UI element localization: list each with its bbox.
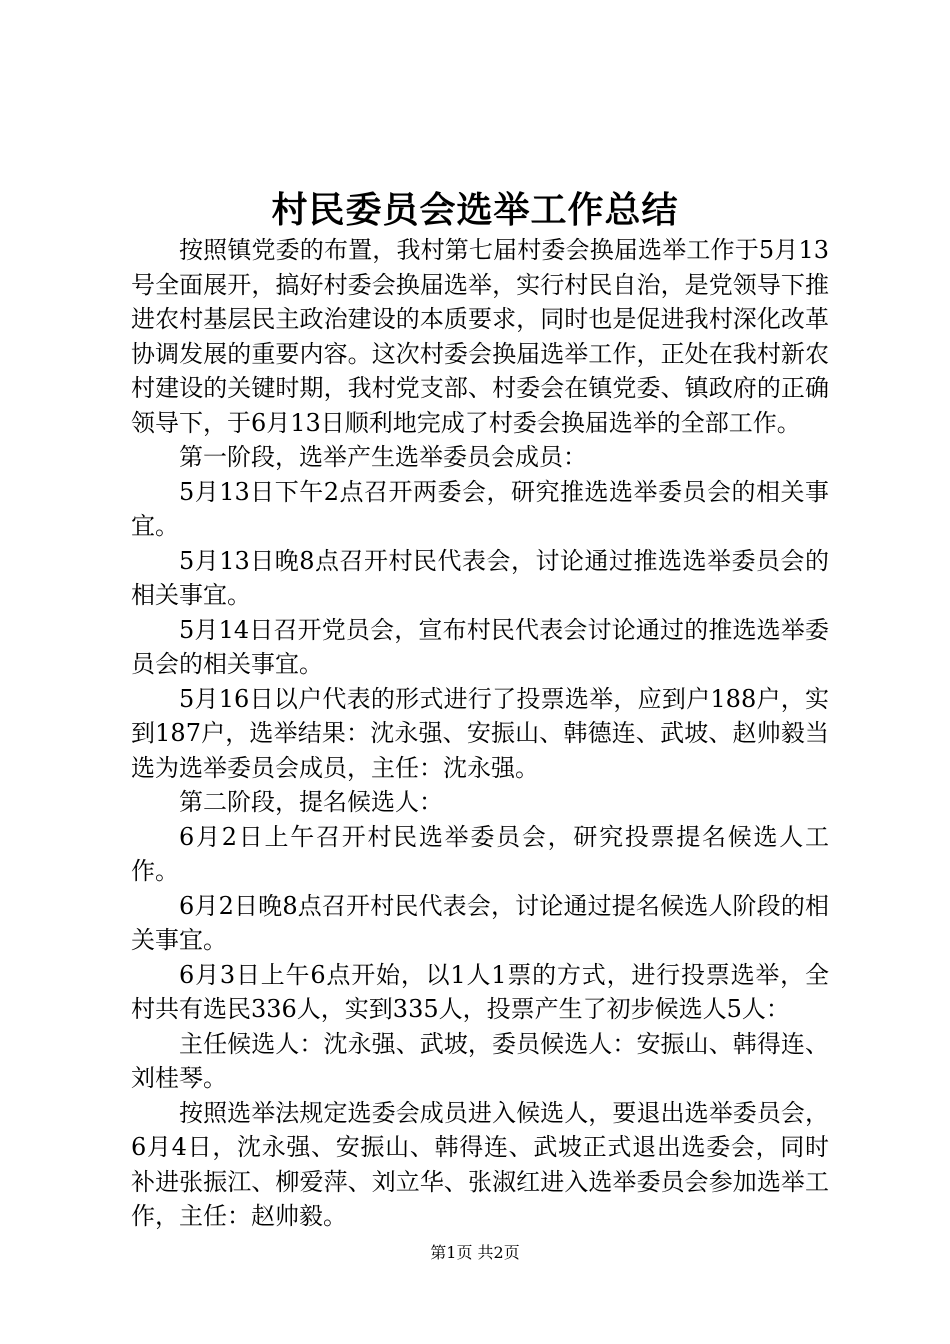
paragraph-may13-afternoon: 5月13日下午2点召开两委会，研究推选选举委员会的相关事宜。 (131, 477, 829, 540)
page-footer: 第1页 共2页 (430, 1243, 520, 1262)
paragraph-stage-two-heading: 第二阶段，提名候选人： (179, 788, 443, 816)
document-title: 村民委员会选举工作总结 (271, 189, 679, 231)
paragraph-committee-change: 按照选举法规定选委会成员进入候选人，要退出选举委员会，6月4日，沈永强、安振山、韩得连、武坡正式退出选委会，同时补进张振江、柳爱萍、刘立华、张淑红进入选举委员会参加选举工作，主任：赵帅毅。 (131, 1098, 829, 1230)
paragraph-stage-one-heading: 第一阶段，选举产生选举委员会成员： (179, 443, 587, 471)
paragraph-candidates: 主任候选人：沈永强、武坡，委员候选人：安振山、韩得连、刘桂琴。 (131, 1029, 829, 1092)
paragraph-june2-morning: 6月2日上午召开村民选举委员会，研究投票提名候选人工作。 (131, 822, 829, 885)
paragraph-june3: 6月3日上午6点开始，以1人1票的方式，进行投票选举，全村共有选民336人，实到335人，投票产生了初步候选人5人： (131, 960, 829, 1023)
paragraph-june2-evening: 6月2日晚8点召开村民代表会，讨论通过提名候选人阶段的相关事宜。 (131, 891, 829, 954)
paragraph-may14: 5月14日召开党员会，宣布村民代表会讨论通过的推选选举委员会的相关事宜。 (131, 615, 829, 678)
paragraph-intro: 按照镇党委的布置，我村第七届村委会换届选举工作于5月13号全面展开，搞好村委会换届选举，实行村民自治，是党领导下推进农村基层民主政治建设的本质要求，同时也是促进我村深化改革协调发展的重要内容。这次村委会换届选举工作，正处在我村新农村建设的关键时期，我村党支部、村委会在镇党委、镇政府的正确领导下，于6月13日顺利地完成了村委会换届选举的全部工作。 (131, 236, 829, 437)
paragraph-may16: 5月16日以户代表的形式进行了投票选举，应到户188户，实到187户，选举结果：沈永强、安振山、韩德连、武坡、赵帅毅当选为选举委员会成员，主任：沈永强。 (131, 684, 829, 782)
paragraph-may13-evening: 5月13日晚8点召开村民代表会，讨论通过推选选举委员会的相关事宜。 (131, 546, 829, 609)
document-body (131, 233, 829, 1234)
